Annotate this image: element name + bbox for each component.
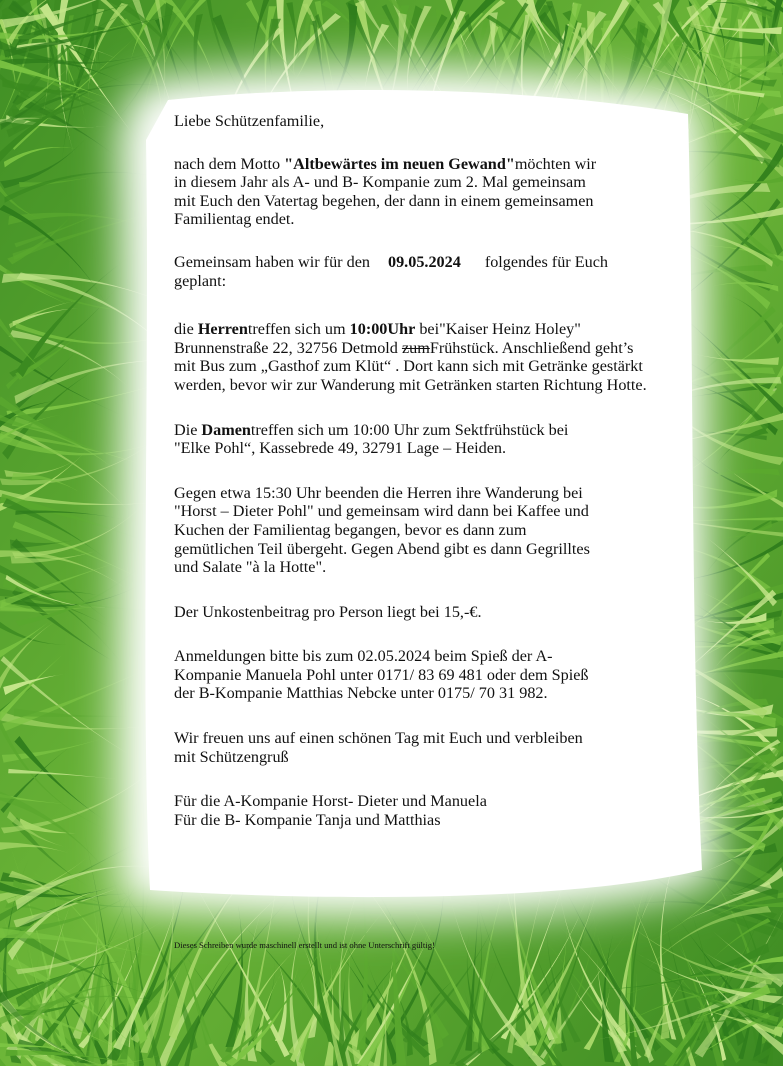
paragraph-afternoon: Gegen etwa 15:30 Uhr beenden die Herren ihre Wanderung bei "Horst – Dieter Pohl" und gemeinsam wird dann bei Kaffee und Kuchen der Familientag begangen, bevor es dann zum gemütlichen Teil übergeht. Gegen Abend gibt es dann Gegrilltes und Salate "à la Hotte". [174, 483, 590, 577]
paragraph-registration: Anmeldungen bitte bis zum 02.05.2024 beim Spieß der A- Kompanie Manuela Pohl unter 0171/ 83 69 481 oder dem Spieß der B-Kompanie Matthias Nebcke unter 0175/ 70 31 982. [174, 647, 589, 703]
herren-label: Herren [197, 320, 248, 339]
paragraph-date: Gemeinsam haben wir für den 09.05.2024 folgendes für Euch geplant: [174, 252, 608, 290]
footer-note: Dieses Schreiben wurde maschinell erstellt und ist ohne Unterschrift gültig! [174, 940, 435, 950]
salutation: Liebe Schützenfamilie, [174, 112, 325, 130]
signature-block: Für die A-Kompanie Horst- Dieter und Manuela Für die B- Kompanie Tanja und Matthias [174, 792, 487, 829]
paragraph-damen: Die Damentreffen sich um 10:00 Uhr zum Sektfrühstück bei "Elke Pohl“, Kassebrede 49, 32791 Lage – Heiden. [174, 420, 569, 458]
motto: "Altbewärtes im neuen Gewand" [284, 154, 515, 173]
herren-time: 10:00Uhr [349, 320, 416, 339]
event-date: 09.05.2024 [387, 252, 461, 271]
letter-body [174, 112, 734, 829]
paragraph-herren: die Herrentreffen sich um 10:00Uhr bei"Kaiser Heinz Holey" Brunnenstraße 22, 32756 Detmold zumFrühstück. Anschließend geht’s mit Bus zum „Gasthof zum Klüt“ . Dort kann sich mit Getränke gestärkt werden, bevor wir zur Wanderung mit Getränken starten Richtung Hotte. [174, 320, 647, 394]
paragraph-motto: nach dem Motto "Altbewärtes im neuen Gewand"möchten wir in diesem Jahr als A- und B- Kompanie zum 2. Mal gemeinsam mit Euch den Vatertag begehen, der dann in einem gemeinsamen Familientag endet. [174, 154, 597, 229]
damen-label: Damen [201, 420, 251, 439]
struck-word: zum [401, 338, 430, 357]
paragraph-cost: Der Unkostenbeitrag pro Person liegt bei 15,-€. [174, 602, 482, 621]
paragraph-closing: Wir freuen uns auf einen schönen Tag mit Euch und verbleiben mit Schützengruß [174, 729, 583, 766]
